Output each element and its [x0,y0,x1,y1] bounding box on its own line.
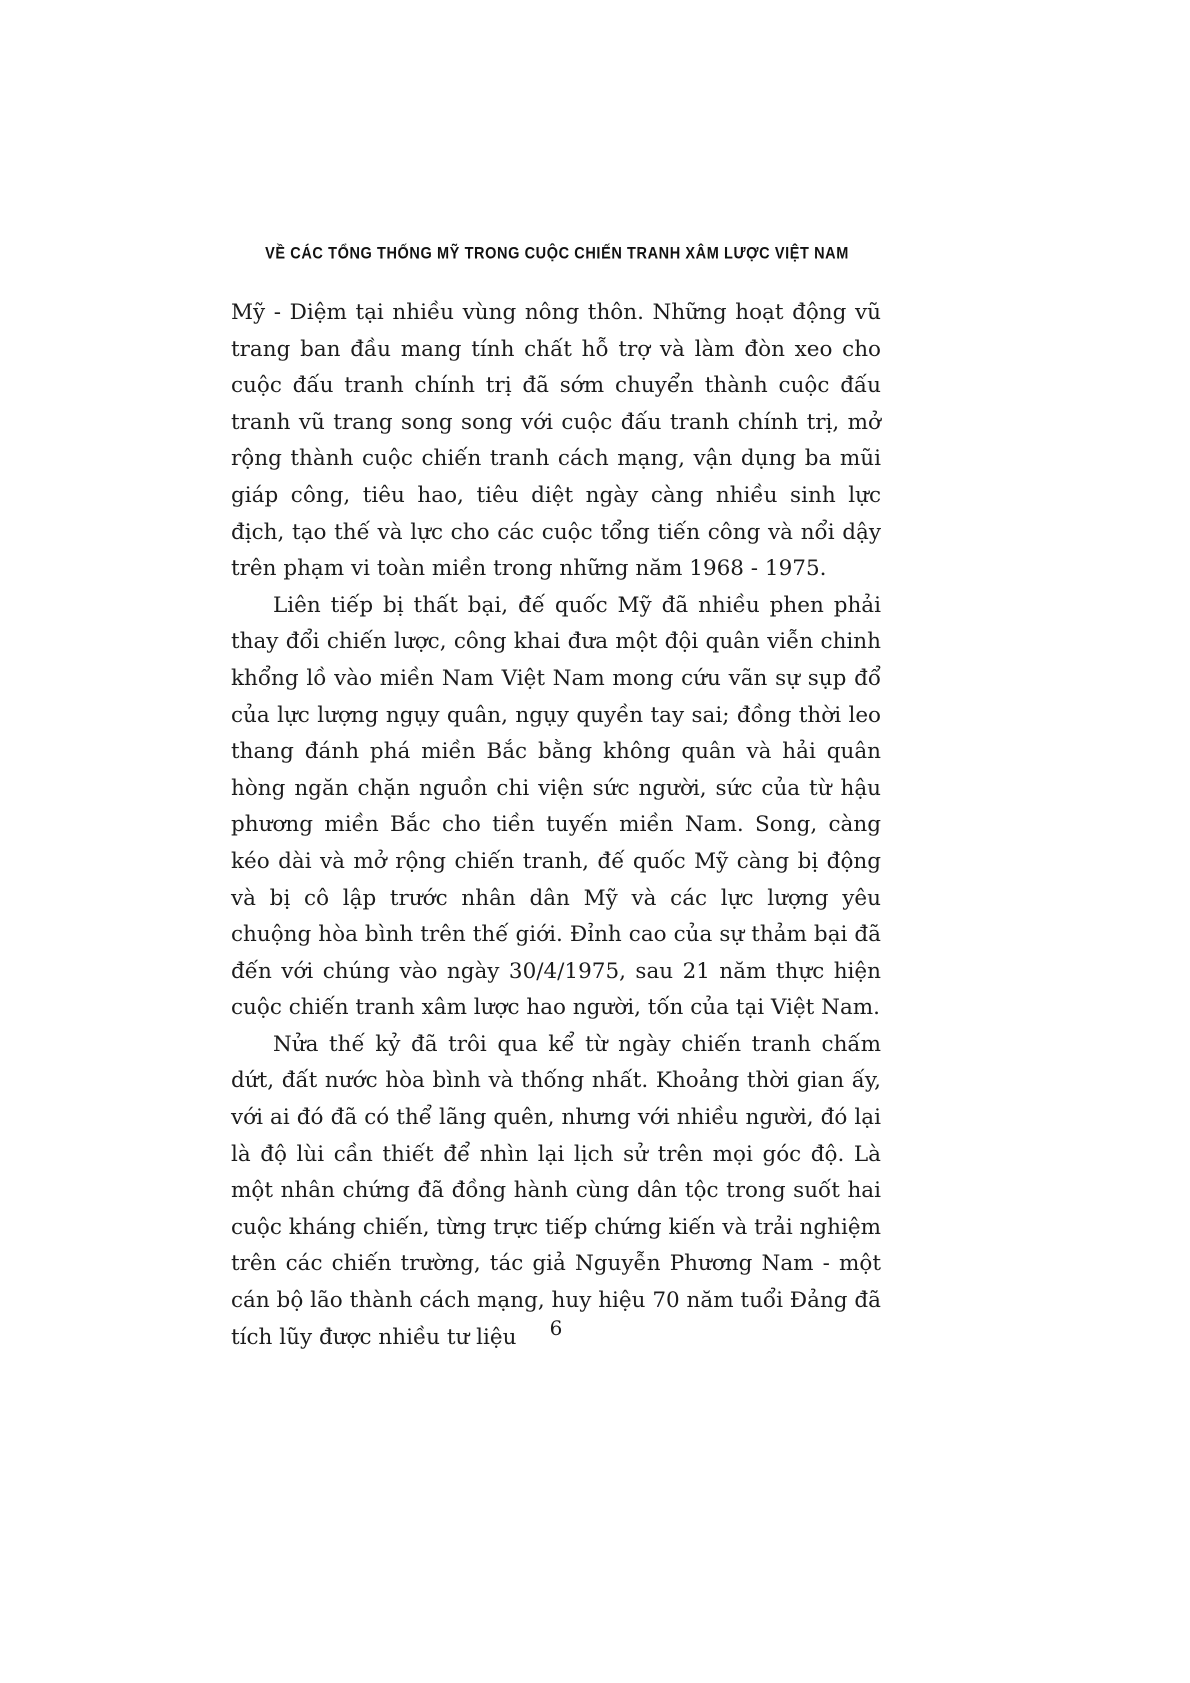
paragraph: Nửa thế kỷ đã trôi qua kể từ ngày chiến tranh chấm dứt, đất nước hòa bình và thống nhất. Khoảng thời gian ấy, với ai đó đã có thể lãng quên, nhưng với nhiều người, đó lại là độ lùi cần thiết để nhìn lại lịch sử trên mọi góc độ. Là một nhân chứng đã đồng hành cùng dân tộc trong suốt hai cuộc kháng chiến, từng trực tiếp chứng kiến và trải nghiệm trên các chiến trường, tác giả Nguyễn Phương Nam - một cán bộ lão thành cách mạng, huy hiệu 70 năm tuổi Đảng đã tích lũy được nhiều tư liệu [231,1031,881,1350]
paragraph: Mỹ - Diệm tại nhiều vùng nông thôn. Những hoạt động vũ trang ban đầu mang tính chất hỗ trợ và làm đòn xeo cho cuộc đấu tranh chính trị đã sớm chuyển thành cuộc đấu tranh vũ trang song song với cuộc đấu tranh chính trị, mở rộng thành cuộc chiến tranh cách mạng, vận dụng ba mũi giáp công, tiêu hao, tiêu diệt ngày càng nhiều sinh lực địch, tạo thế và lực cho các cuộc tổng tiến công và nổi dậy trên phạm vi toàn miền trong những năm 1968 - 1975. [231,300,881,582]
paragraph: Liên tiếp bị thất bại, đế quốc Mỹ đã nhiều phen phải thay đổi chiến lược, công khai đưa một đội quân viễn chinh khổng lồ vào miền Nam Việt Nam mong cứu vãn sự sụp đổ của lực lượng ngụy quân, ngụy quyền tay sai; đồng thời leo thang đánh phá miền Bắc bằng không quân và hải quân hòng ngăn chặn nguồn chi viện sức người, sức của từ hậu phương miền Bắc cho tiền tuyến miền Nam. Song, càng kéo dài và mở rộng chiến tranh, đế quốc Mỹ càng bị động và bị cô lập trước nhân dân Mỹ và các lực lượng yêu chuộng hòa bình trên thế giới. Đỉnh cao của sự thảm bại đã đến với chúng vào ngày 30/4/1975, sau 21 năm thực hiện cuộc chiến tranh xâm lược hao người, tốn của tại Việt Nam. [231,592,881,1021]
running-header: VỀ CÁC TỔNG THỐNG MỸ TRONG CUỘC CHIẾN TRANH XÂM LƯỢC VIỆT NAM [265,244,849,264]
body-text-block [231,295,881,1356]
page-number: 6 [549,1316,563,1340]
